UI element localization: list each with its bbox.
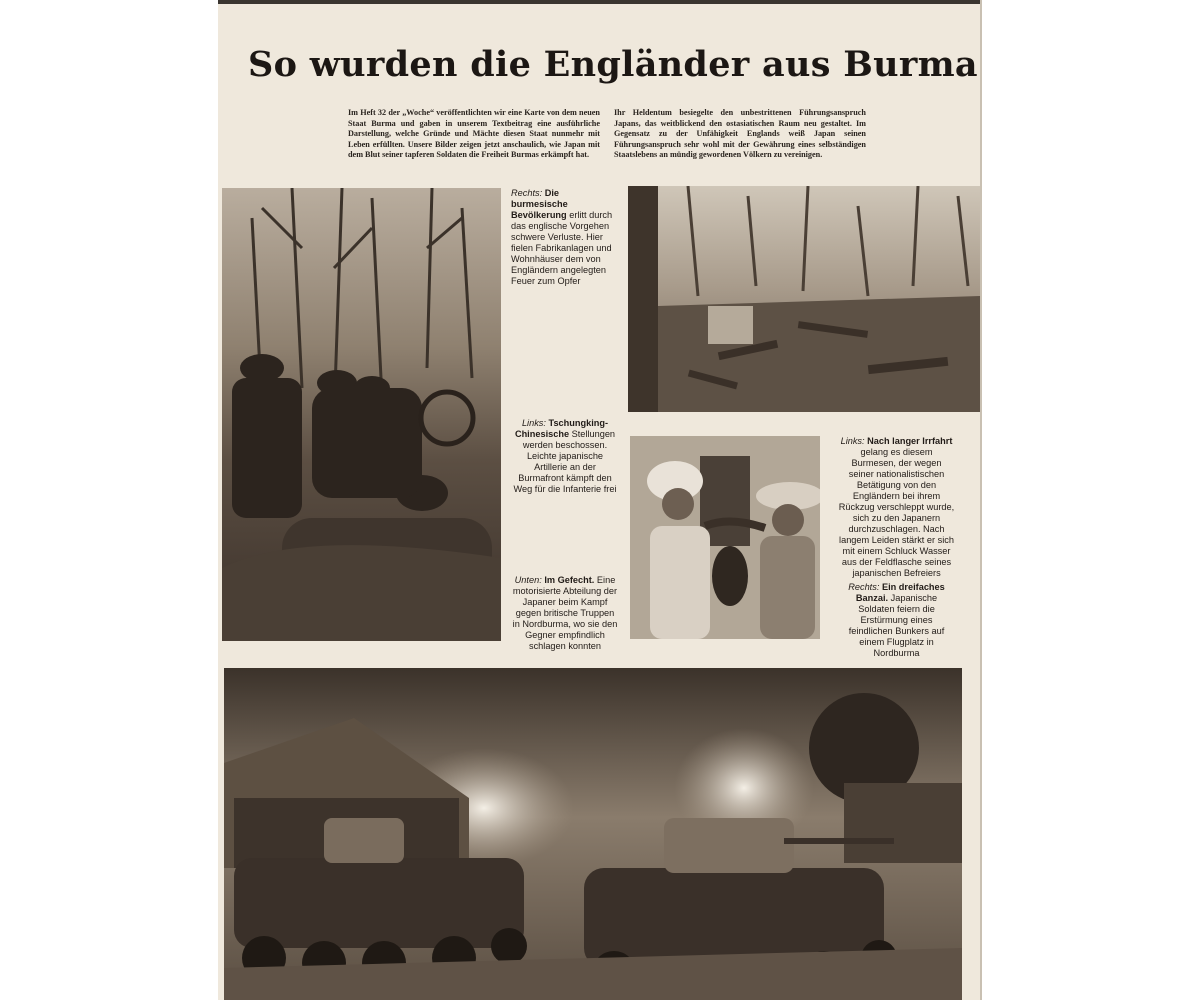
caption-title: Nach langer Irrfahrt: [867, 436, 953, 446]
caption-title: Tschungking-Chinesische: [514, 418, 609, 439]
caption-lead: Links:: [840, 436, 865, 446]
caption-links-tschungking: [511, 418, 619, 495]
headline: So wurden die Engländer aus Burma: [248, 44, 978, 85]
intro-text-left: Im Heft 32 der „Woche“ veröffentlichten wir eine Karte von dem neuen Staat Burma und gaben in unserem Textbeitrag eine ausführliche Darstellung, welche Gründe und Mächte diesen Staat nunmehr mit Leben erfüllten. Unsere Bilder zeigen jetzt anschaulich, wie Japan mit dem Blut seiner tapferen Soldaten die Freiheit Burmas erkämpft hat.: [348, 108, 600, 159]
caption-lead: Unten:: [514, 575, 542, 585]
caption-title: Die burmesische Bevölkerung: [511, 188, 568, 220]
caption-lead: Rechts:: [511, 188, 543, 198]
caption-body: gelang es diesem Burmesen, der wegen seiner nationalistischen Betätigung von den Engländern bei ihrem Rückzug verschleppt wurde, sich zu den Japanern durchzuschlagen. Nach langem Leiden stärkt er sich mit einem Schluck Wasser aus der Feldflasche seines japanischen Befreiers: [838, 447, 955, 578]
caption-rechts-banzai: [838, 582, 955, 659]
photo-tanks-fire: [224, 668, 962, 1000]
page-edge: [980, 0, 982, 1000]
caption-body: Stellungen werden beschossen. Leichte japanische Artillerie an der Burmafront kämpft den Weg für die Infanterie frei: [513, 429, 617, 494]
photo-artillery-soldiers: [222, 188, 501, 641]
magazine-page: [218, 0, 982, 1000]
caption-title: Ein dreifaches Banzai.: [855, 582, 945, 603]
caption-rechts-bevoelkerung: [511, 188, 618, 287]
photo-water-flask: [630, 436, 820, 639]
caption-links-irrfahrt: [838, 436, 955, 579]
caption-body: Eine motorisierte Abteilung der Japaner beim Kampf gegen britische Truppen in Nordburma, wo sie den Gegner empfindlich schlagen konnten: [512, 575, 618, 651]
intro-text-right: Ihr Heldentum besiegelte den unbestrittenen Führungsanspruch Japans, das weitblickend den ostasiatischen Raum neu gestaltet. Im Gegensatz zu der Unfähigkeit Englands weiß Japan seinen Führungsanspruch sehr wohl mit der Gewährung eines selbständigen Staatslebens an mündig gewordenen Völkern zu vereinigen.: [614, 108, 866, 159]
caption-unten-gefecht: [511, 575, 619, 652]
caption-body: erlitt durch das englische Vorgehen schwere Verluste. Hier fielen Fabrikanlagen und Wohnhäuser dem von Engländern angelegten Feuer zum Opfer: [511, 210, 613, 286]
caption-body: Japanische Soldaten feiern die Erstürmung eines feindlichen Bunkers auf einem Flugplatz in Nordburma: [848, 593, 945, 658]
caption-lead: Rechts:: [848, 582, 880, 592]
caption-title: Im Gefecht.: [544, 575, 595, 585]
caption-lead: Links:: [521, 418, 546, 428]
photo-burned-village: [628, 186, 980, 412]
